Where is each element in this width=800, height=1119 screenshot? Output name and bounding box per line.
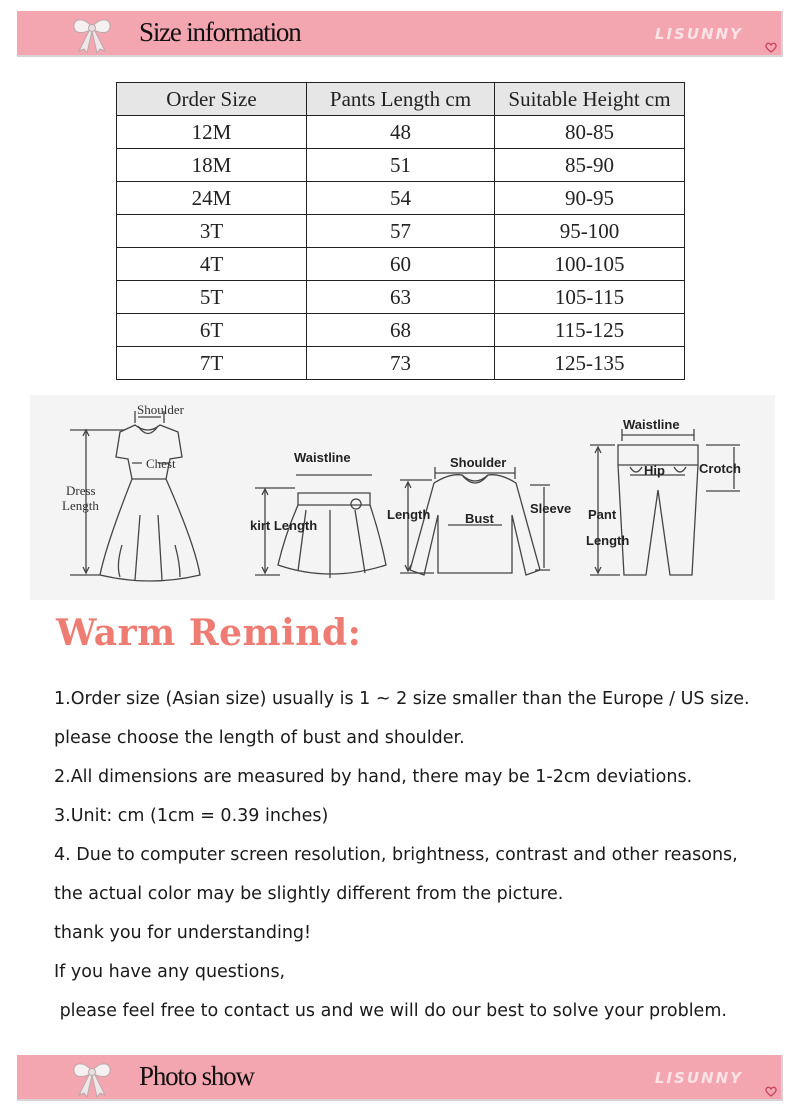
label-length: Length [387,507,431,522]
label-shoulder: Shoulder [137,402,184,417]
note-line: 2.All dimensions are measured by hand, there may be 1-2cm deviations. [54,767,693,787]
table-cell: 7T [117,347,307,380]
table-cell: 4T [117,248,307,281]
label-length: Length [62,498,99,513]
label-length: Length [586,533,630,548]
note-line: the actual color may be slightly different from the picture. [54,884,564,904]
table-row [117,215,685,248]
label-waistline: Waistline [623,417,680,432]
label-crotch: Crotch [699,461,741,476]
photo-show-banner [17,1055,783,1101]
table-cell: 57 [307,215,495,248]
label-shoulder: Shoulder [450,455,507,470]
table-cell: 24M [117,182,307,215]
label-dress: Dress [66,483,96,498]
heart-icon [765,42,777,53]
label-sleeve: Sleeve [530,501,572,516]
label-chest: Chest [146,456,176,471]
brand-logo: LISUNNY [654,25,743,43]
column-header: Pants Length cm [307,83,495,116]
table-cell: 115-125 [495,314,685,347]
banner-title: Size information [139,17,301,47]
label-waistline: Waistline [294,450,351,465]
label-skirt-length: kirt Length [250,518,318,533]
bow-icon [69,13,115,55]
heart-icon [765,1086,777,1097]
table-row [117,314,685,347]
note-line: 1.Order size (Asian size) usually is 1 ~ 2 size smaller than the Europe / US size. [54,689,750,709]
note-line: please choose the length of bust and shoulder. [54,728,465,748]
table-cell: 51 [307,149,495,182]
table-row [117,281,685,314]
brand-logo: LISUNNY [654,1069,743,1087]
table-cell: 90-95 [495,182,685,215]
size-info-banner [17,11,783,57]
table-cell: 73 [307,347,495,380]
table-cell: 48 [307,116,495,149]
table-cell: 68 [307,314,495,347]
note-line: thank you for understanding! [54,923,312,943]
table-cell: 100-105 [495,248,685,281]
table-cell: 105-115 [495,281,685,314]
table-cell: 85-90 [495,149,685,182]
table-header-row [117,83,685,116]
table-cell: 125-135 [495,347,685,380]
table-cell: 3T [117,215,307,248]
note-line: 4. Due to computer screen resolution, brightness, contrast and other reasons, [54,845,738,865]
remind-title: Warm Remind: [56,612,362,654]
size-table [116,82,685,380]
table-cell: 5T [117,281,307,314]
label-pant: Pant [588,507,617,522]
table-cell: 60 [307,248,495,281]
banner-title: Photo show [139,1061,254,1091]
table-cell: 80-85 [495,116,685,149]
table-row [117,347,685,380]
table-row [117,248,685,281]
table-row [117,182,685,215]
note-line: please feel free to contact us and we will do our best to solve your problem. [54,1001,727,1021]
table-cell: 12M [117,116,307,149]
table-row [117,149,685,182]
column-header: Suitable Height cm [495,83,685,116]
table-row [117,116,685,149]
table-cell: 63 [307,281,495,314]
note-line: If you have any questions, [54,962,286,982]
remind-notes [54,684,794,1035]
column-header: Order Size [117,83,307,116]
table-cell: 18M [117,149,307,182]
label-bust: Bust [465,511,494,526]
measurement-diagram [30,395,775,600]
table-cell: 6T [117,314,307,347]
bow-icon [69,1057,115,1099]
table-cell: 95-100 [495,215,685,248]
label-hip: Hip [644,463,665,478]
table-cell: 54 [307,182,495,215]
note-line: 3.Unit: cm (1cm = 0.39 inches) [54,806,329,826]
